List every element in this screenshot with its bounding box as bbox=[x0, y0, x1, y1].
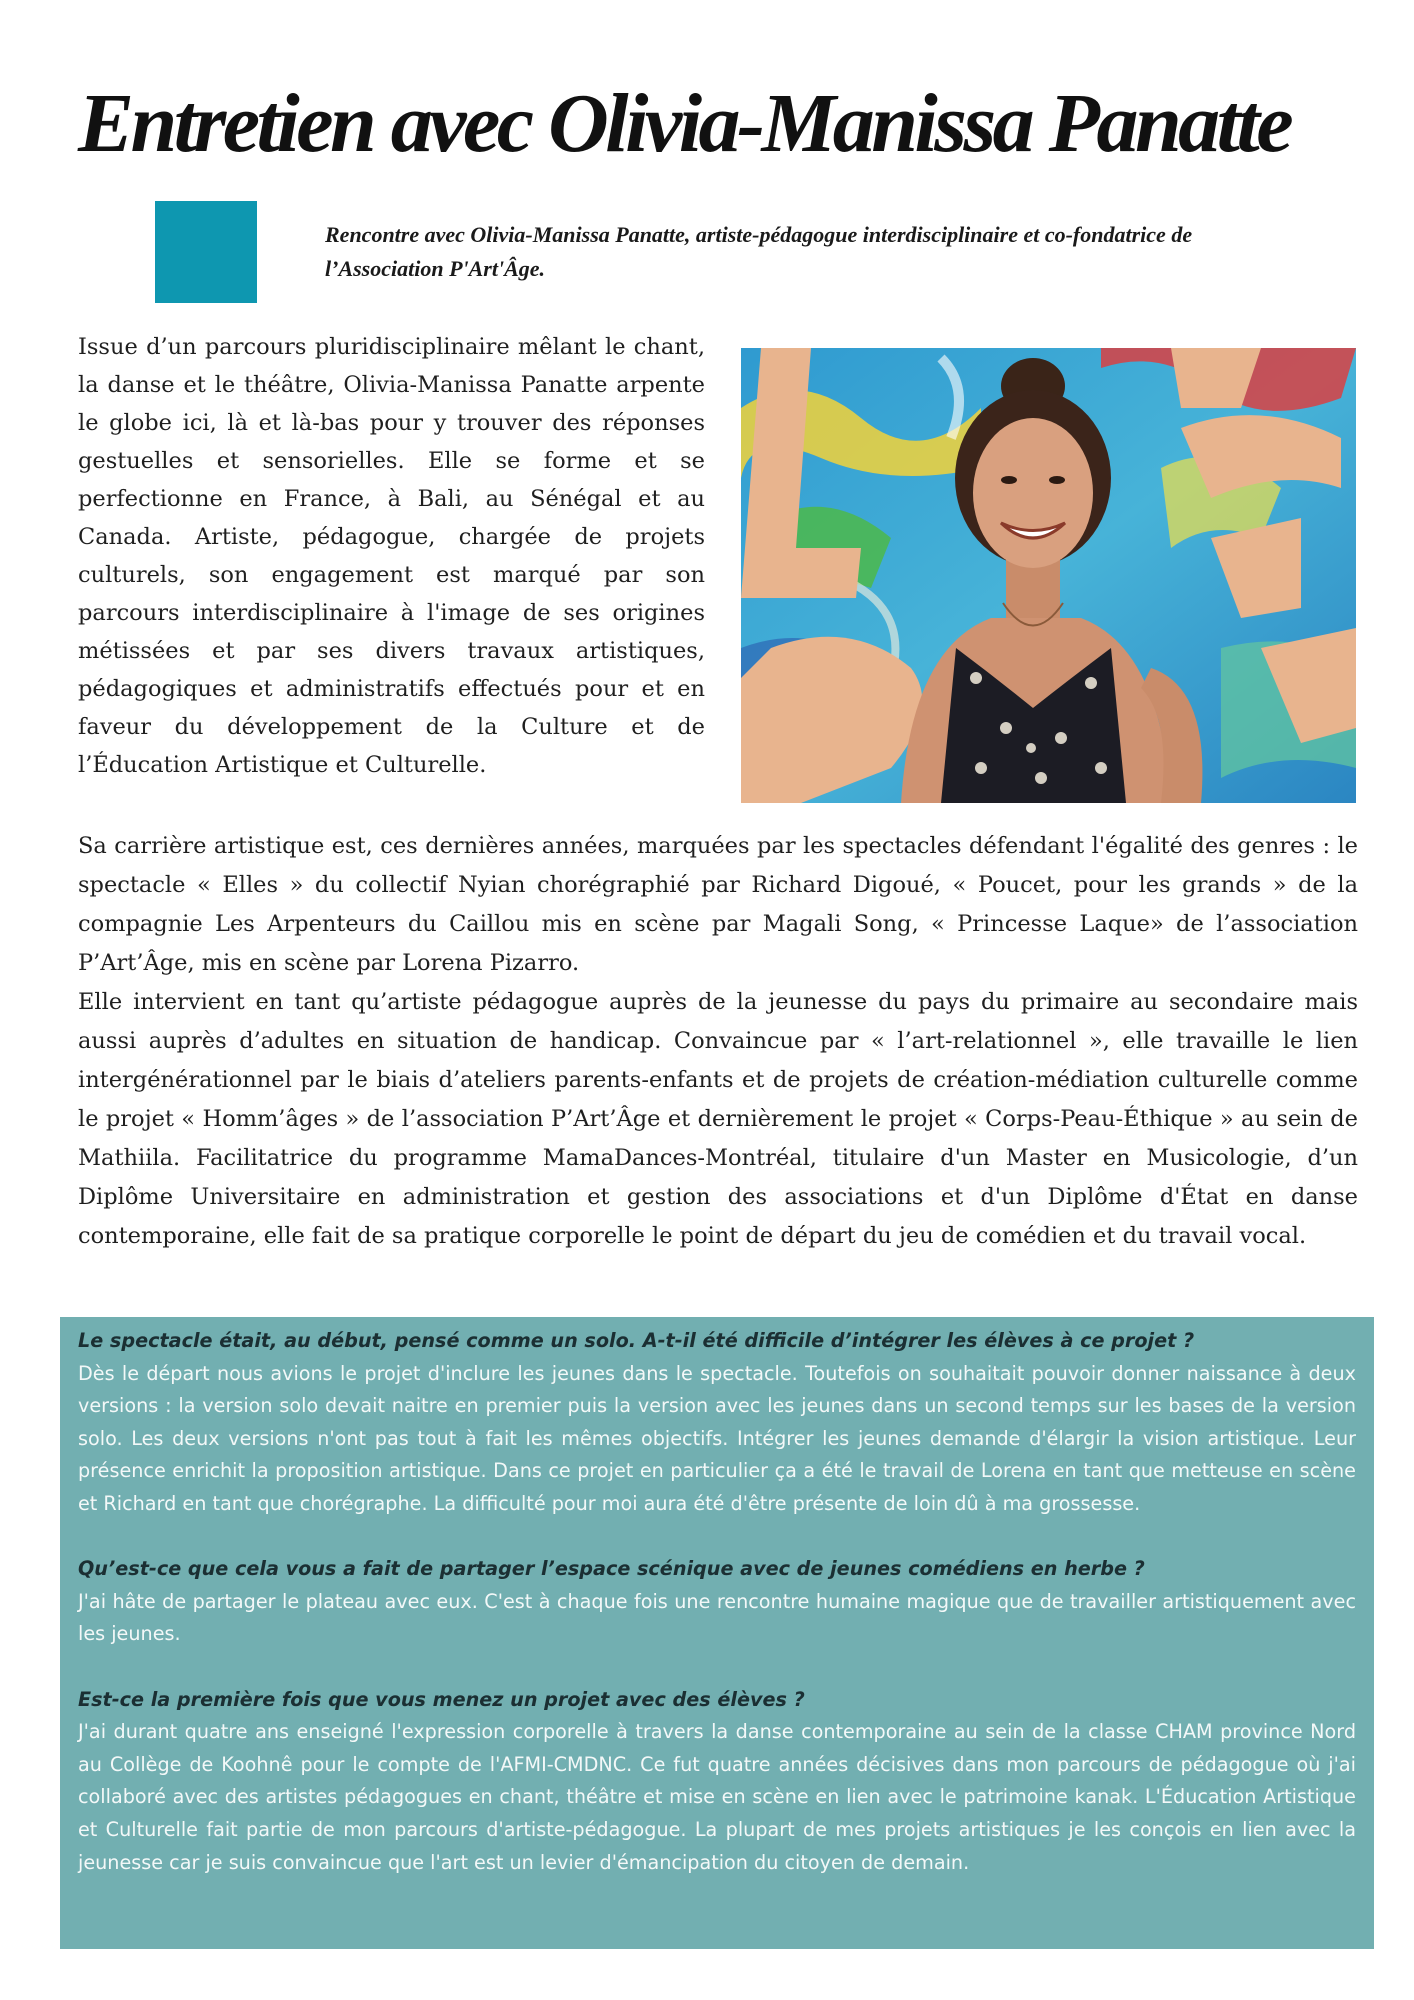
interview-question: Qu’est-ce que cela vous a fait de partager l’espace scénique avec de jeunes comédiens en herbe ? bbox=[78, 1557, 1145, 1581]
career-paragraph: Sa carrière artistique est, ces dernières années, marquées par les spectacles défendant l'égalité des genres : le spectacle « Elles » du collectif Nyian chorégraphié par Richard Digoué, « Poucet, pour les grands » de la compagnie Les Arpenteurs du Caillou mis en scène par Magali Song, « Princesse Laque» de l’association P’Art’Âge, mis en scène par Lorena Pizarro. bbox=[78, 833, 1358, 976]
portrait-photo bbox=[741, 348, 1356, 803]
intro-text: Rencontre avec Olivia-Manissa Panatte, artiste-pédagogue interdisciplinaire et co-fondatrice de l’Association P'Art'Âge. bbox=[325, 222, 1193, 281]
interview-answer: J'ai durant quatre ans enseigné l'expression corporelle à travers la danse contemporaine au sein de la classe CHAM province Nord au Collège de Koohnê pour le compte de l'AFMI-CMDNC. Ce fut quatre années décisives dans mon parcours de pédagogue où j'ai collaboré avec des artistes pédagogues en chant, théâtre et mise en scène en lien avec le patrimoine kanak. L'Éducation Artistique et Culturelle fait partie de mon parcours d'artiste-pédagogue. La plupart de mes projets artistiques je les conçois en lien avec la jeunesse car je suis convaincue que l'art est un levier d'émancipation du citoyen de demain. bbox=[78, 1720, 1356, 1874]
bio-paragraph: Issue d’un parcours pluridisciplinaire mêlant le chant, la danse et le théâtre, Olivia-Manissa Panatte arpente le globe ici, là et là-bas pour y trouver des réponses gestuelles et sensorielles. Elle se forme et se perfectionne en France, à Bali, au Sénégal et au Canada. Artiste, pédagogue, chargée de projets culturels, son engagement est marqué par son parcours interdisciplinaire à l'image de ses origines métissées et par ses divers travaux artistiques, pédagogiques et administratifs effectués pour et en faveur du développement de la Culture et de l’Éducation Artistique et Culturelle. bbox=[78, 334, 705, 778]
interview-box bbox=[60, 1317, 1374, 1949]
interview-item bbox=[78, 1553, 1356, 1651]
interview-item bbox=[78, 1325, 1356, 1521]
interview-item bbox=[78, 1684, 1356, 1880]
interview-answer: Dès le départ nous avions le projet d'inclure les jeunes dans le spectacle. Toutefois on souhaitait pouvoir donner naissance à deux versions : la version solo devait naitre en premier puis la version avec les jeunes dans un second temps sur les bases de la version solo. Les deux versions n'ont pas tout à fait les mêmes objectifs. Intégrer les jeunes demande d'élargir la vision artistique. Leur présence enrichit la proposition artistique. Dans ce projet en particulier ça a été le travail de Lorena en tant que metteuse en scène et Richard en tant que chorégraphe. La difficulté pour moi aura été d'être présente de loin dû à ma grossesse. bbox=[78, 1361, 1356, 1515]
accent-square bbox=[155, 201, 257, 303]
interview-question: Le spectacle était, au début, pensé comme un solo. A-t-il été difficile d’intégrer les élèves à ce projet ? bbox=[78, 1329, 1195, 1352]
teaching-paragraph: Elle intervient en tant qu’artiste pédagogue auprès de la jeunesse du pays du primaire au secondaire mais aussi auprès d’adultes en situation de handicap. Convaincue par « l’art-relationnel », elle travaille le lien intergénérationnel par le biais d’ateliers parents-enfants et de projets de création-médiation culturelle comme le projet « Homm’âges » de l’association P’Art’Âge et dernièrement le projet « Corps-Peau-Éthique » au sein de Mathiila. Facilitatrice du programme MamaDances-Montréal, titulaire d'un Master en Musicologie, d’un Diplôme Universitaire en administration et gestion des associations et d'un Diplôme d'État en danse contemporaine, elle fait de sa pratique corporelle le point de départ du jeu de comédien et du travail vocal. bbox=[78, 989, 1358, 1249]
biography-text bbox=[78, 827, 1358, 1256]
interview-question: Est-ce la première fois que vous menez un projet avec des élèves ? bbox=[78, 1687, 805, 1711]
page-title: Entretien avec Olivia-Manissa Panatte bbox=[78, 77, 1291, 170]
interview-answer: J'ai hâte de partager le plateau avec eux. C'est à chaque fois une rencontre humaine magique que de travailler artistiquement avec les jeunes. bbox=[78, 1589, 1356, 1646]
